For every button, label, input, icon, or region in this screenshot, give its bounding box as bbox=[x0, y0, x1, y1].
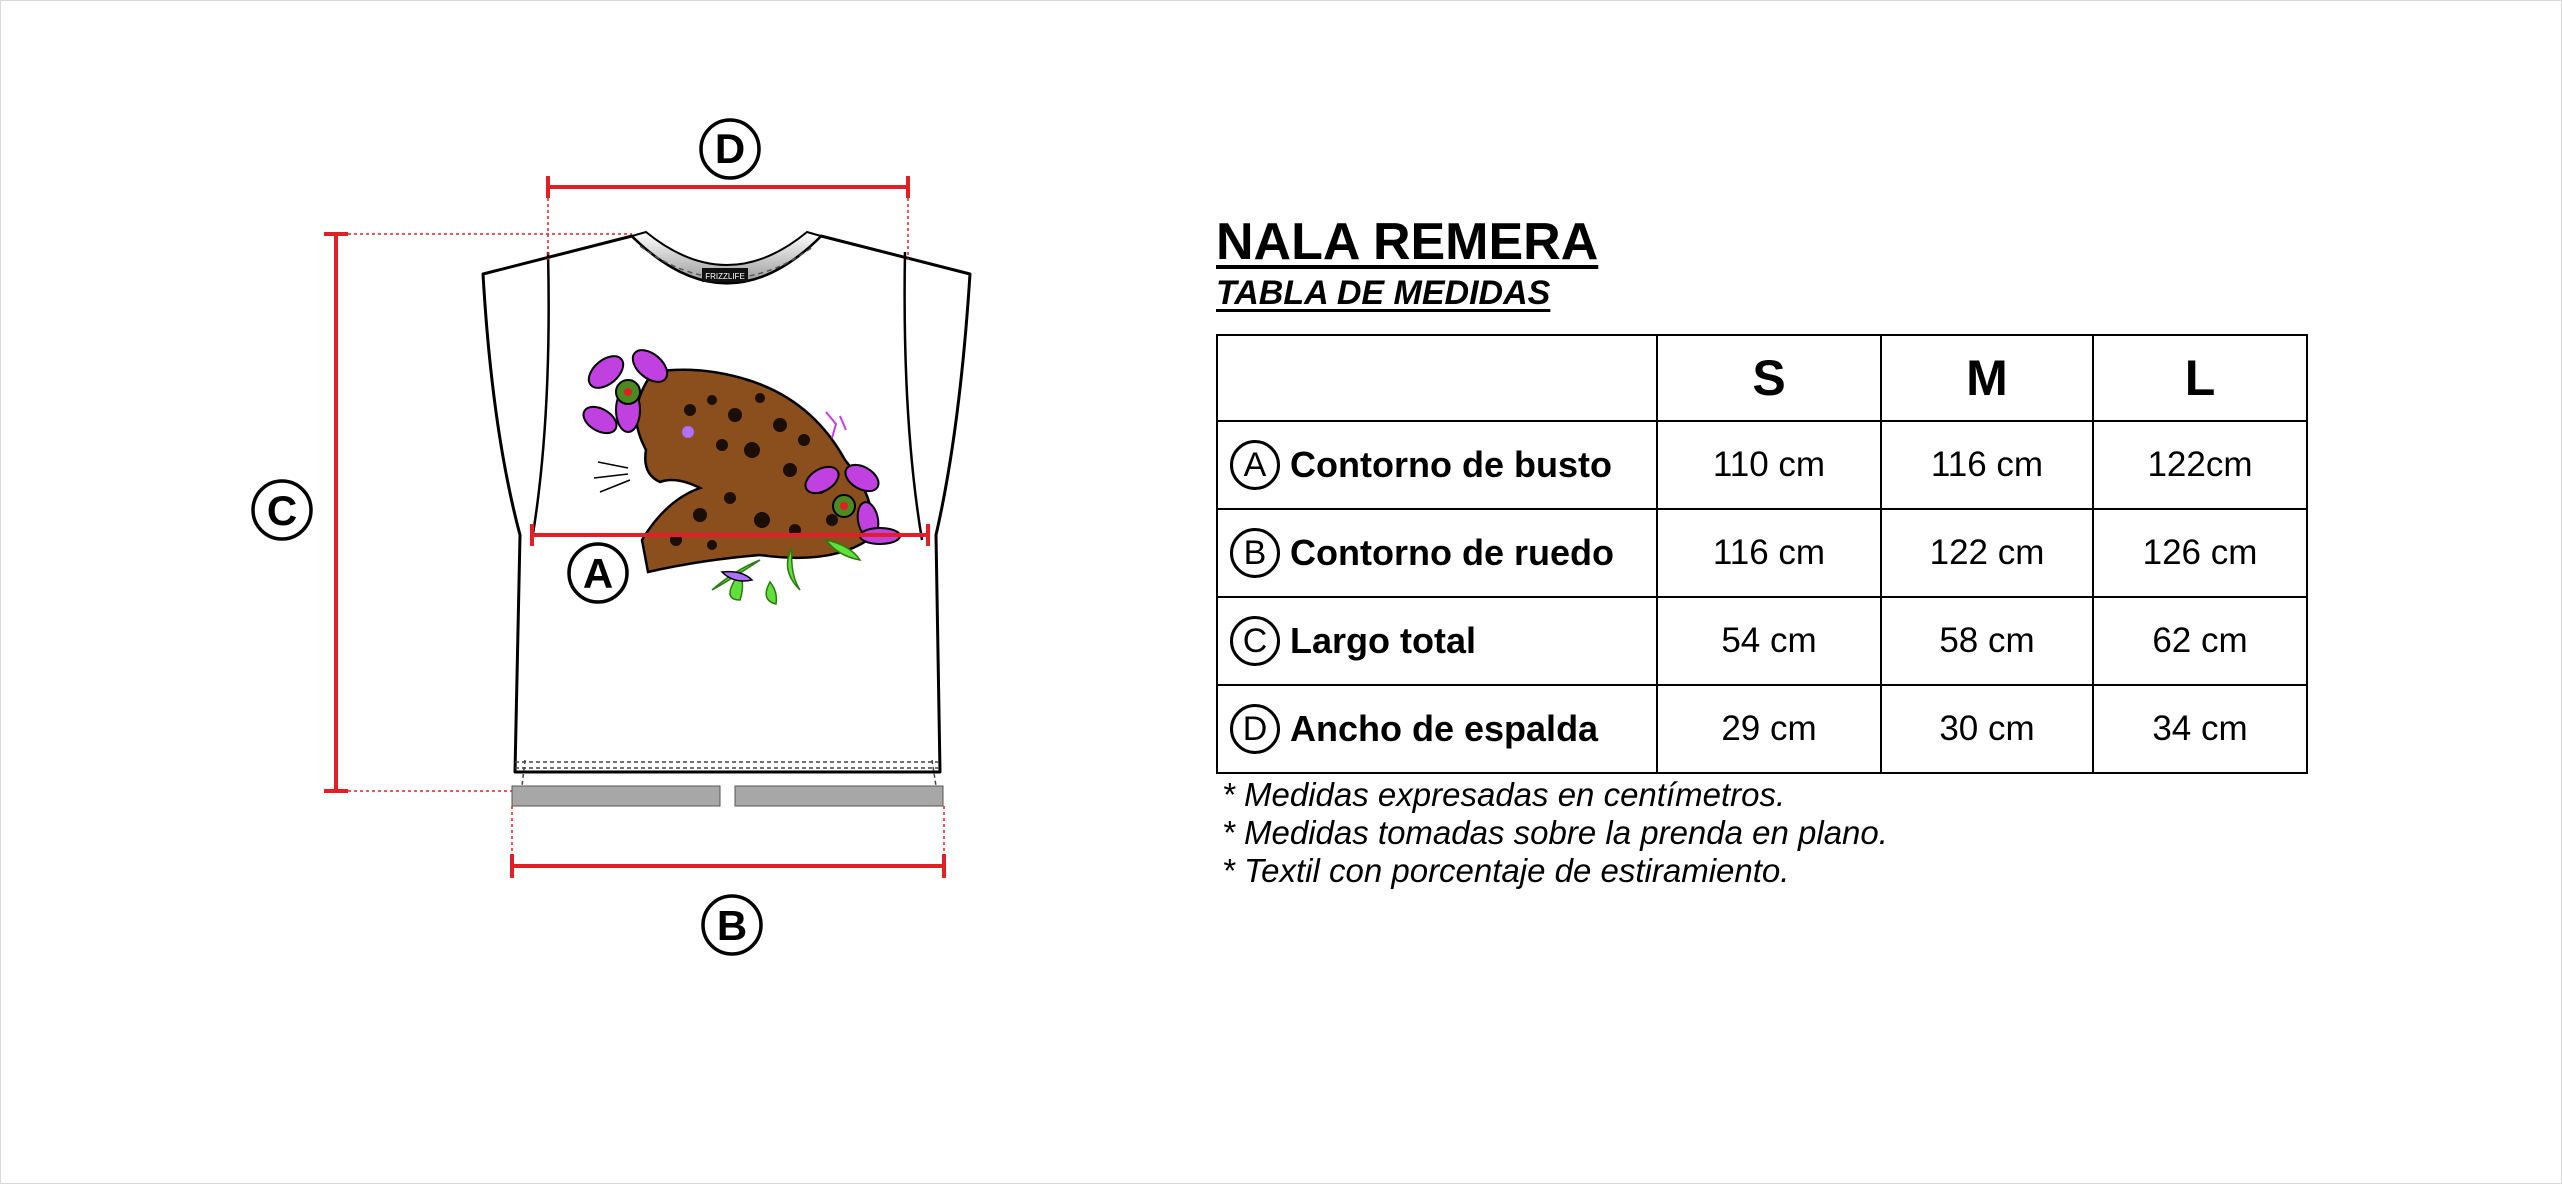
row-label-text: Ancho de espalda bbox=[1290, 708, 1599, 749]
table-cell: 29 cm bbox=[1657, 685, 1881, 773]
table-cell: 34 cm bbox=[2093, 685, 2307, 773]
row-label bbox=[1217, 421, 1657, 509]
table-cell: 62 cm bbox=[2093, 597, 2307, 685]
header-size-m: M bbox=[1881, 335, 2093, 421]
table-cell: 58 cm bbox=[1881, 597, 2093, 685]
row-key-badge: D bbox=[1230, 704, 1280, 754]
row-label-text: Contorno de busto bbox=[1290, 444, 1612, 485]
row-label bbox=[1217, 685, 1657, 773]
header-size-l: L bbox=[2093, 335, 2307, 421]
row-label bbox=[1217, 597, 1657, 685]
label-tag-text: FRIZZLIFE bbox=[705, 272, 745, 281]
row-key-badge: A bbox=[1230, 440, 1280, 490]
row-label-text: Contorno de ruedo bbox=[1290, 532, 1614, 573]
table-cell: 54 cm bbox=[1657, 597, 1881, 685]
notes bbox=[1222, 776, 1888, 890]
table-subtitle: TABLA DE MEDIDAS bbox=[1216, 274, 1551, 312]
table-cell: 116 cm bbox=[1657, 509, 1881, 597]
table-cell: 122cm bbox=[2093, 421, 2307, 509]
table-cell: 30 cm bbox=[1881, 685, 2093, 773]
table-row-bust bbox=[1217, 421, 2307, 509]
product-title: NALA REMERA bbox=[1216, 213, 1599, 271]
hem-band-right bbox=[735, 786, 943, 806]
table-cell: 126 cm bbox=[2093, 509, 2307, 597]
table-header-row bbox=[1217, 335, 2307, 421]
hem-band-left bbox=[512, 786, 720, 806]
table-row-hem bbox=[1217, 509, 2307, 597]
row-key-badge: B bbox=[1230, 528, 1280, 578]
header-size-s: S bbox=[1657, 335, 1881, 421]
table-cell: 116 cm bbox=[1881, 421, 2093, 509]
table-row-length bbox=[1217, 597, 2307, 685]
garment-diagram bbox=[0, 0, 1100, 1000]
marker-c: C bbox=[266, 487, 298, 534]
row-label bbox=[1217, 509, 1657, 597]
row-label-text: Largo total bbox=[1290, 620, 1476, 661]
measure-b bbox=[512, 806, 944, 878]
row-key-badge: C bbox=[1230, 616, 1280, 666]
size-table bbox=[1216, 334, 2308, 774]
marker-a: A bbox=[582, 550, 614, 597]
note-units: * Medidas expresadas en centímetros. bbox=[1222, 776, 1786, 813]
table-cell: 110 cm bbox=[1657, 421, 1881, 509]
note-stretch: * Textil con porcentaje de estiramiento. bbox=[1222, 852, 1790, 889]
table-row-back-width bbox=[1217, 685, 2307, 773]
note-flat: * Medidas tomadas sobre la prenda en plano. bbox=[1222, 814, 1888, 851]
marker-d: D bbox=[714, 125, 746, 172]
marker-b: B bbox=[716, 902, 748, 949]
header-blank bbox=[1217, 335, 1657, 421]
table-cell: 122 cm bbox=[1881, 509, 2093, 597]
